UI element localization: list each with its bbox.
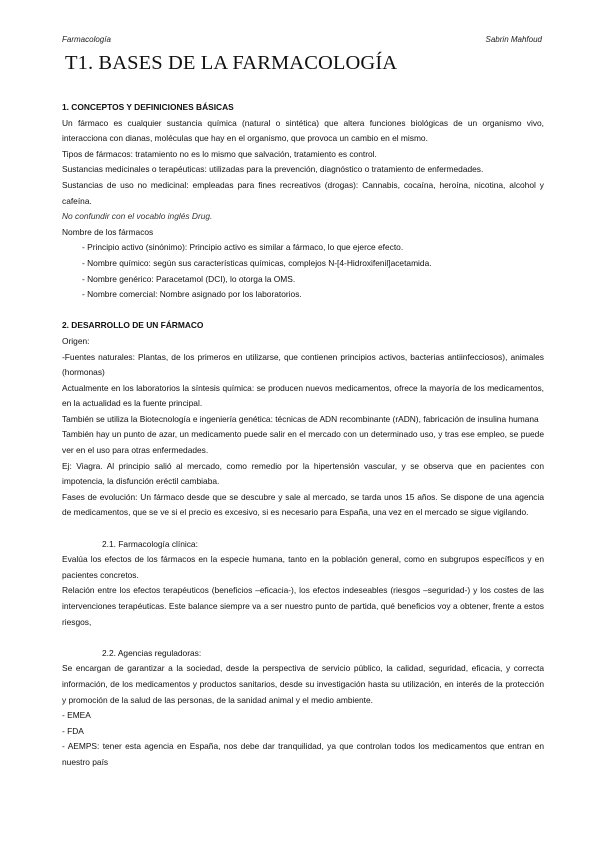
note: No confundir con el vocablo inglés Drug.: [62, 211, 213, 222]
paragraph: Relación entre los efectos terapéuticos (beneficios –eficacia-), los efectos indeseables (riesgos –seguridad-) y los costes de las intervenciones terapéuticas. Este balance siempre va a ser nuestro punto de partida, qué beneficios voy a obtener, frente a estos riesgos,: [62, 585, 544, 627]
paragraph: Se encargan de garantizar a la sociedad, desde la perspectiva de servicio público, la calidad, seguridad, eficacia, y correcta información, de los medicamentos y productos sanitarios, desde su investigación hasta su utilización, en interés de la protección y promoción de la salud de las personas, de la sanidad animal y el medio ambiente.: [62, 663, 544, 705]
paragraph: Evalúa los efectos de los fármacos en la especie humana, tanto en la población general, como en subgrupos específicos y en pacientes concretos.: [62, 554, 544, 580]
section-heading-2-1: 2.1. Farmacología clínica:: [102, 538, 198, 549]
paragraph: También se utiliza la Biotecnología e ingeniería genética: técnicas de ADN recombinante (rADN), fabricación de insulina humana: [62, 413, 539, 424]
header-subject: Farmacología: [62, 35, 111, 44]
paragraph: Fases de evolución: Un fármaco desde que se descubre y sale al mercado, se tarda unos 15 años. Se dispone de una agencia de medicamentos, que se ve si el precio es excesivo, si es necesario para España, una vez en el mercado se sigue vigilando.: [62, 491, 544, 518]
paragraph: Sustancias de uso no medicinal: empleadas para fines recreativos (drogas): Cannabis, cocaína, heroína, nicotina, alcohol y cafeína.: [62, 179, 544, 206]
paragraph: -Fuentes naturales: Plantas, de los primeros en utilizarse, que contienen principios activos, bacterias antiinfecciosos), animales (hormonas): [62, 351, 544, 378]
spacer: [62, 521, 544, 537]
page-title: T1. BASES DE LA FARMACOLOGÍA: [65, 52, 398, 74]
list-item: - Principio activo (sinónimo): Principio activo es similar a fármaco, lo que ejerce efecto.: [82, 242, 404, 253]
list-item: - Nombre comercial: Nombre asignado por los laboratorios.: [82, 289, 302, 300]
section-heading-2-2: 2.2. Agencias reguladoras:: [102, 647, 202, 658]
list-item: - FDA: [62, 725, 84, 736]
header-author: Sabrin Mahfoud: [485, 35, 542, 44]
document-body: [62, 100, 544, 771]
list-item: - EMEA: [62, 710, 91, 721]
spacer: [62, 303, 544, 319]
list-item: - Nombre genérico: Paracetamol (DCI), lo otorga la OMS.: [82, 273, 296, 284]
section-heading-1: 1. CONCEPTOS Y DEFINICIONES BÁSICAS: [62, 102, 234, 112]
paragraph: También hay un punto de azar, un medicamento puede salir en el mercado con un determinado uso, y tras ese empleo, se puede ver en el uso para otras enfermedades.: [62, 429, 544, 456]
list-item: - Nombre químico: según sus características químicas, complejos N-[4-Hidroxifenil]acetamida.: [82, 257, 432, 268]
paragraph: Un fármaco es cualquier sustancia química (natural o sintética) que altera funciones biológicas de un organismo vivo, interacciona con dianas, moléculas que hay en el organismo, que provoca un cambio en el mismo.: [62, 117, 544, 144]
paragraph: Sustancias medicinales o terapéuticas: utilizadas para la prevención, diagnóstico o tratamiento de enfermedades.: [62, 164, 484, 175]
subheading: Nombre de los fármacos: [62, 226, 154, 237]
subheading: Origen:: [62, 335, 90, 346]
section-heading-2: 2. DESARROLLO DE UN FÁRMACO: [62, 320, 204, 331]
spacer: [62, 630, 544, 646]
paragraph: Ej: Viagra. Al principio salió al mercado, como remedio por la hipertensión vascular, y se observa que en pacientes con impotencia, la disfunción eréctil cambiaba.: [62, 460, 544, 487]
list-item: - AEMPS: tener esta agencia en España, nos debe dar tranquilidad, ya que controlan todos los medicamentos que entran en nuestro país: [62, 741, 544, 767]
paragraph: Tipos de fármacos: tratamiento no es lo mismo que salvación, tratamiento es control.: [62, 148, 377, 159]
paragraph: Actualmente en los laboratorios la síntesis química: se producen nuevos medicamentos, ofrece la mayoría de los medicamentos, en la actualidad es la fuente principal.: [62, 382, 544, 409]
